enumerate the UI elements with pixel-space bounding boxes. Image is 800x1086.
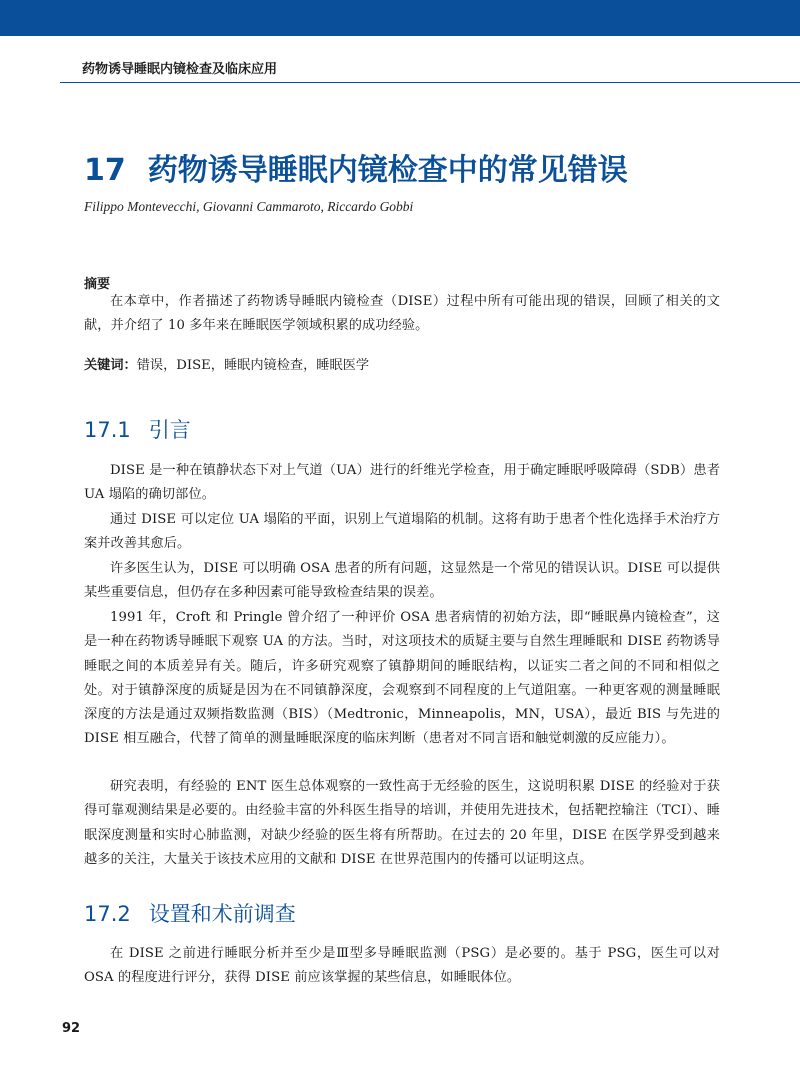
chapter-title <box>84 145 628 189</box>
header-rule <box>60 82 800 83</box>
section-title: 引言 <box>148 418 191 442</box>
abstract-text: 在本章中，作者描述了药物诱导睡眠内镜检查（DISE）过程中所有可能出现的错误，回顾了相关的文献，并介绍了 10 多年来在睡眠医学领域积累的成功经验。 <box>84 294 720 334</box>
chapter-title-text: 药物诱导睡眠内镜检查中的常见错误 <box>147 153 628 188</box>
chapter-authors: Filippo Montevecchi, Giovanni Cammaroto, Riccardo Gobbi <box>84 199 414 214</box>
page-number: 92 <box>62 1021 81 1036</box>
keywords-label: 关键词： <box>84 358 137 373</box>
header-color-bar <box>0 0 800 36</box>
chapter-number: 17 <box>84 153 126 188</box>
paragraph: DISE 是一种在镇静状态下对上气道（UA）进行的纤维光学检查，用于确定睡眠呼吸障碍（SDB）患者 UA 塌陷的确切部位。 <box>84 463 720 503</box>
paragraph: 研究表明，有经验的 ENT 医生总体观察的一致性高于无经验的医生，这说明积累 DISE 的经验对于获得可靠观测结果是必要的。由经验丰富的外科医生指导的培训，并使用先进技术，包括靶控输注（TCI）、睡眠深度测量和实时心肺监测，对缺少经验的医生将有所帮助。在过去的 20 年里，DISE 在医学界受到越来越多的关注，大量关于该技术应用的文献和 DISE 在世界范围内的传播可以证明这点。 <box>84 779 720 867</box>
paragraph: 通过 DISE 可以定位 UA 塌陷的平面，识别上气道塌陷的机制。这将有助于患者个性化选择手术治疗方案并改善其愈后。 <box>84 512 720 552</box>
section-title: 设置和术前调查 <box>148 902 296 926</box>
paragraph: 在 DISE 之前进行睡眠分析并至少是Ⅲ型多导睡眠监测（PSG）是必要的。基于 PSG，医生可以对 OSA 的程度进行评分，获得 DISE 前应该掌握的某些信息，如睡眠体位。 <box>84 946 720 986</box>
keywords-text: 错误，DISE，睡眠内镜检查，睡眠医学 <box>136 358 370 373</box>
paragraph: 许多医生认为，DISE 可以明确 OSA 患者的所有问题，这显然是一个常见的错误认识。DISE 可以提供某些重要信息，但仍存在多种因素可能导致检查结果的误差。 <box>84 561 720 601</box>
section-heading-setup <box>84 898 296 928</box>
section-number: 17.1 <box>84 418 131 442</box>
paragraph: 1991 年，Croft 和 Pringle 曾介绍了一种评价 OSA 患者病情的初始方法，即“睡眠鼻内镜检查”，这是一种在药物诱导睡眠下观察 UA 的方法。当时，对这项技术的质疑主要与自然生理睡眠和 DISE 药物诱导睡眠之间的本质差异有关。随后，许多研究观察了镇静期间的睡眠结构，以证实二者之间的不同和相似之处。对于镇静深度的质疑是因为在不同镇静深度，会观察到不同程度的上气道阻塞。一种更客观的测量睡眠深度的方法是通过双频指数监测（BIS）（Medtronic，Minneapolis，MN，USA），最近 BIS 与先进的 DISE 相互融合，代替了简单的测量睡眠深度的临床判断（患者对不同言语和触觉刺激的反应能力）。 <box>84 610 720 747</box>
running-head: 药物诱导睡眠内镜检查及临床应用 <box>82 62 278 77</box>
keywords <box>84 354 369 373</box>
section-number: 17.2 <box>84 902 131 926</box>
section-heading-introduction <box>84 414 191 444</box>
abstract-heading: 摘要 <box>84 277 111 292</box>
